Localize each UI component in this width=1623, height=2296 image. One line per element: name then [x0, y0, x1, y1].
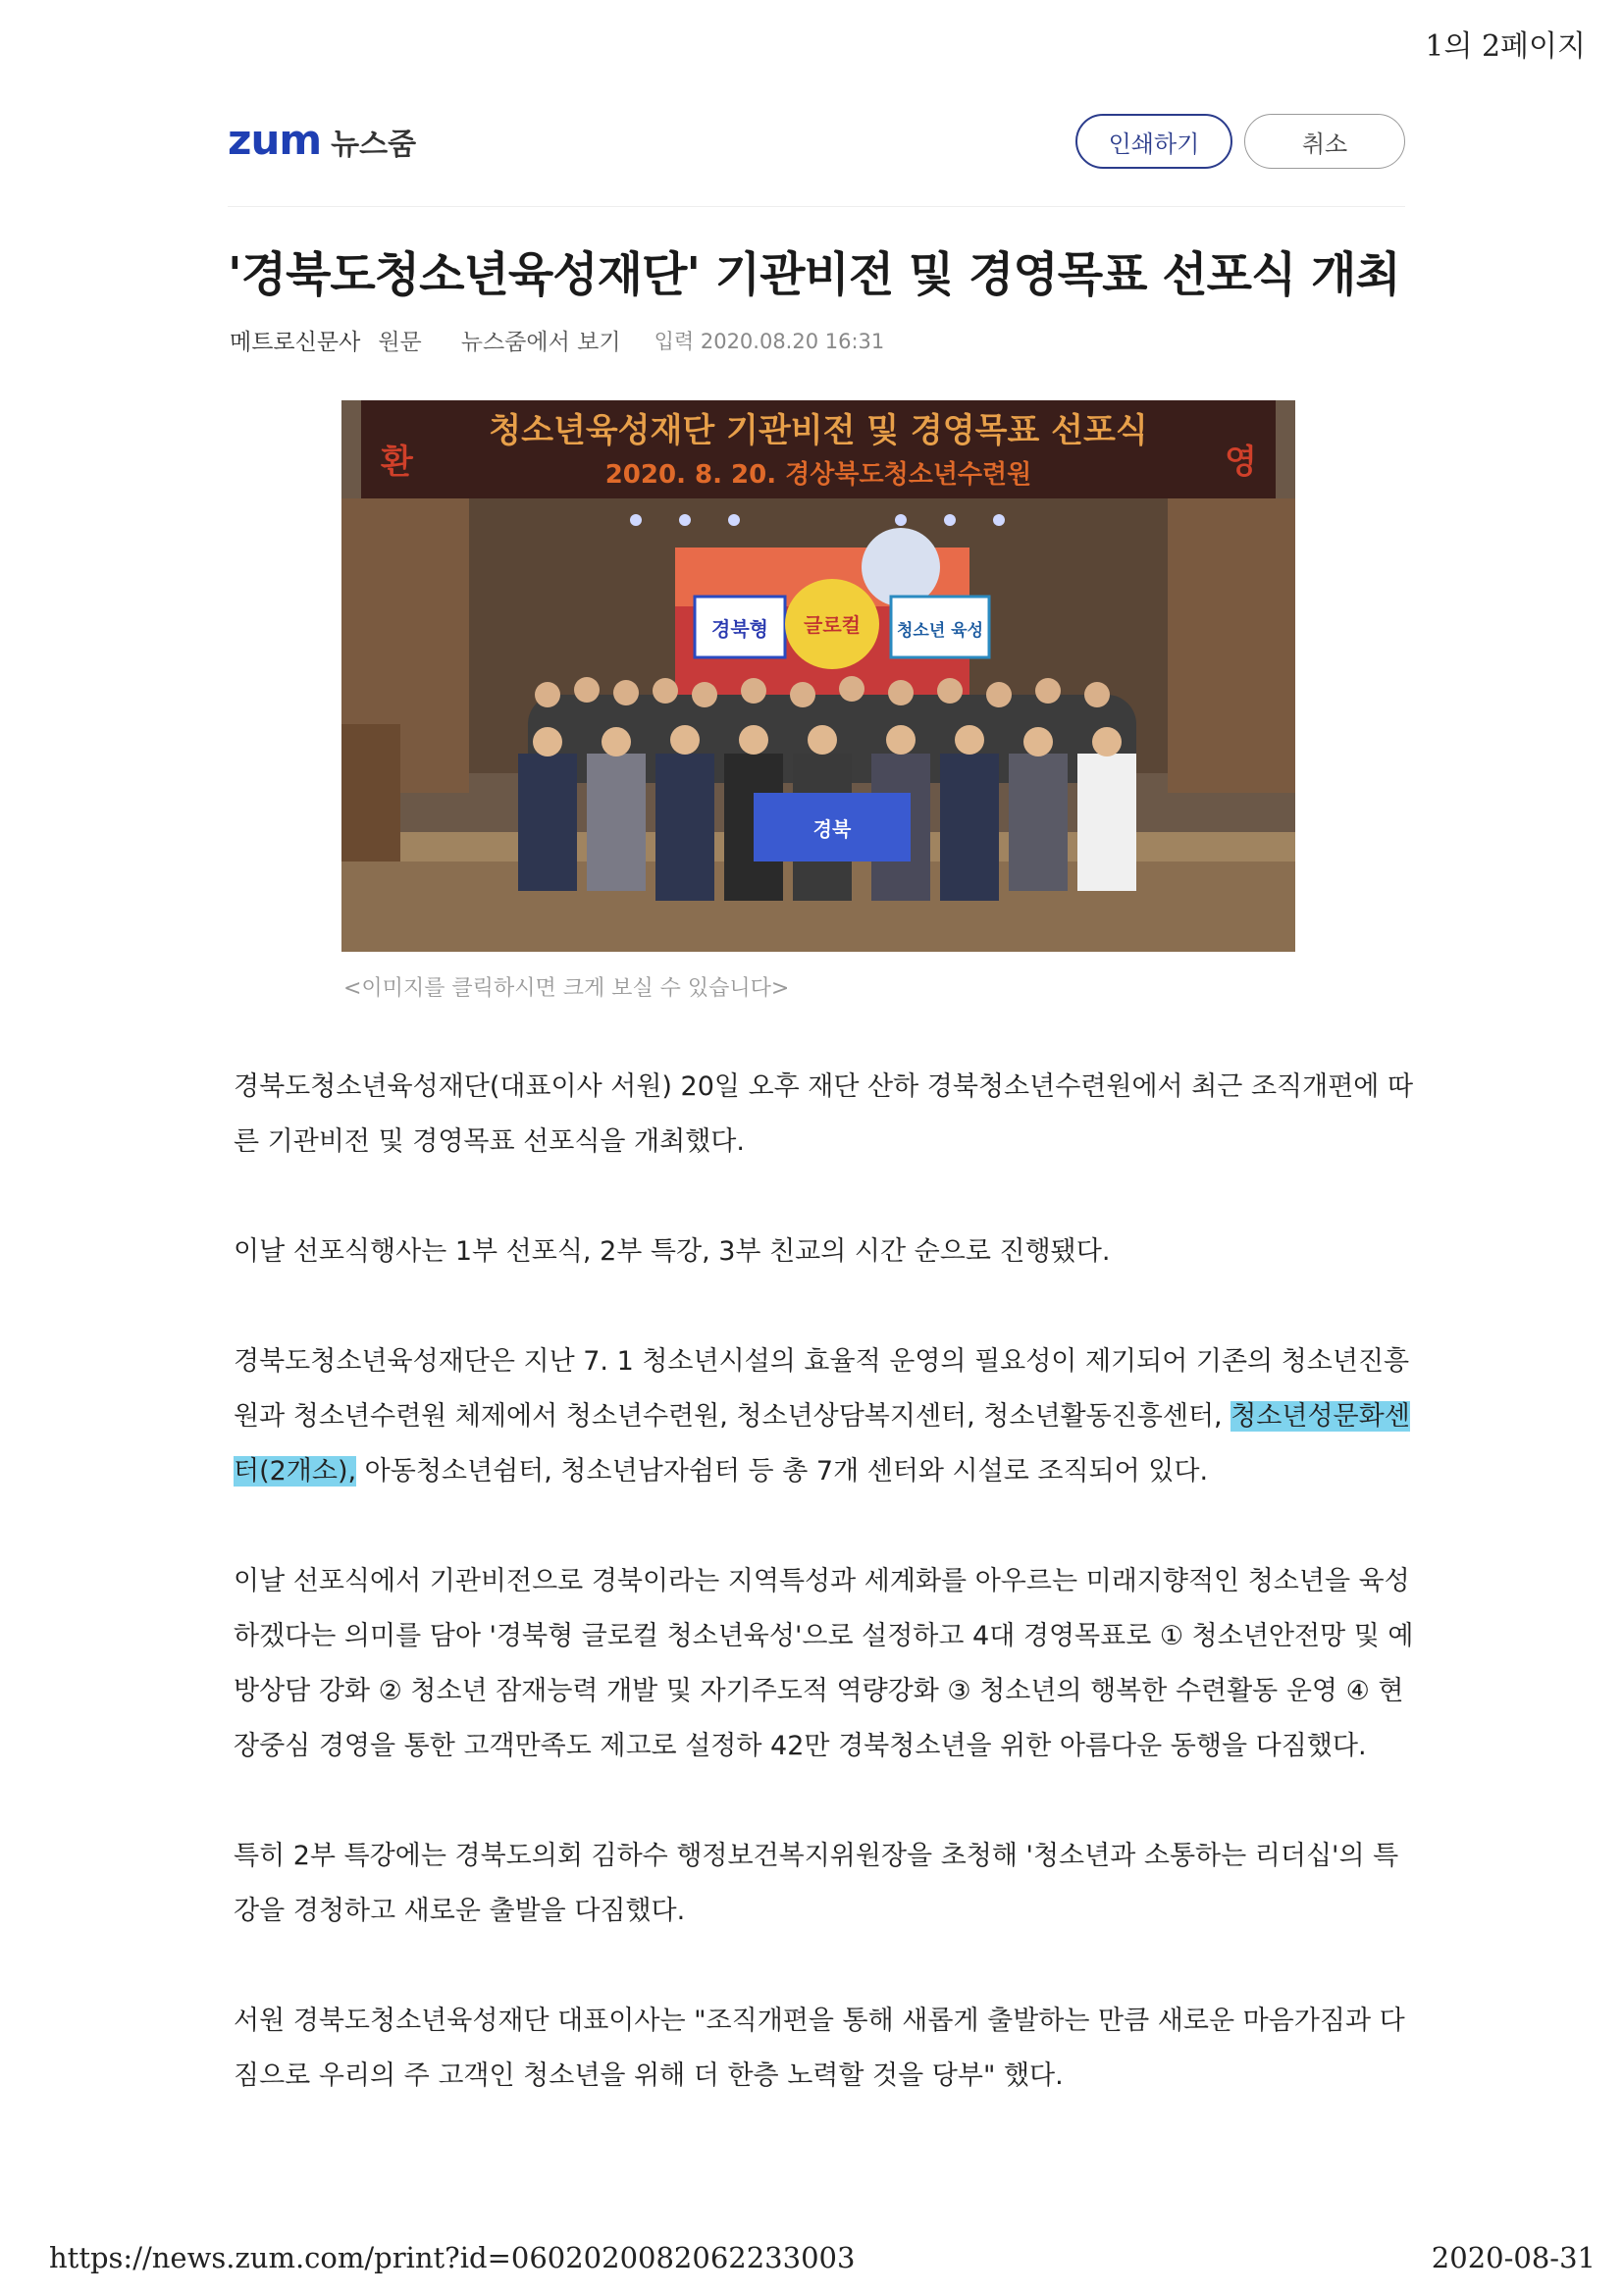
- sign-3: 청소년 육성: [896, 621, 984, 641]
- view-on-zum-link[interactable]: 뉴스줌에서 보기: [460, 330, 621, 355]
- held-banner-text: 경북: [812, 817, 852, 841]
- service-name: 뉴스줌: [331, 128, 417, 162]
- banner-line1: 청소년육성재단 기관비전 및 경영목표 선포식: [489, 411, 1148, 450]
- paragraph-4: 이날 선포식에서 기관비전으로 경북이라는 지역특성과 세계화를 아우르는 미래지향적인 청소년을 육성하겠다는 의미를 담아 '경북형 글로컬 청소년육성'으로 설정하고 4대 경영목표로 ① 청소년안전망 및 예방상담 강화 ② 청소년 잠재능력 개발 및 자기주도적 역량강화 ③ 청소년의 행복한 수련활동 운영 ④ 현장중심 경영을 통한 고객만족도 제고로 설정하 42만 경북청소년을 위한 아름다운 동행을 다짐했다.: [234, 1566, 1414, 1761]
- page-indicator: 1의 2페이지: [1425, 29, 1586, 64]
- photo-illustration: [341, 400, 1295, 952]
- cancel-button[interactable]: 취소: [1244, 114, 1405, 169]
- paragraph-3-before: 경북도청소년육성재단은 지난 7. 1 청소년시설의 효율적 운영의 필요성이 제기되어 기존의 청소년진흥원과 청소년수련원 체제에서 청소년수련원, 청소년상담복지센터, 청소년활동진흥센터,: [234, 1346, 1410, 1432]
- photo-caption: <이미지를 클릭하시면 크게 보실 수 있습니다>: [343, 976, 790, 1001]
- article-title: '경북도청소년육성재단' 기관비전 및 경영목표 선포식 개최: [228, 247, 1400, 302]
- article-body: [234, 1060, 1421, 2159]
- footer-date: 2020-08-31: [1431, 2241, 1596, 2274]
- sign-2: 글로컬: [804, 613, 861, 637]
- banner-line2: 2020. 8. 20. 경상북도청소년수련원: [604, 460, 1032, 490]
- article-meta: [230, 324, 884, 356]
- header-divider: [228, 206, 1405, 207]
- highlighted-text: 청소년성문화센터(2개소),: [234, 1401, 1410, 1487]
- brand-logo[interactable]: [228, 116, 416, 164]
- article-photo[interactable]: [341, 400, 1295, 952]
- print-button[interactable]: 인쇄하기: [1075, 114, 1232, 169]
- paragraph-6: 서원 경북도청소년육성재단 대표이사는 "조직개편을 통해 새롭게 출발하는 만큼 새로운 마음가짐과 다짐으로 우리의 주 고객인 청소년을 위해 더 한층 노력할 것을 당부" 했다.: [234, 2006, 1405, 2091]
- paragraph-2: 이날 선포식행사는 1부 선포식, 2부 특강, 3부 친교의 시간 순으로 진행됐다.: [234, 1236, 1111, 1267]
- banner-right: 영: [1225, 443, 1257, 482]
- original-link[interactable]: 원문: [378, 330, 422, 355]
- article-date: 입력 2020.08.20 16:31: [654, 329, 885, 353]
- paragraph-5: 특히 2부 특강에는 경북도의회 김하수 행정보건복지위원장을 초청해 '청소년과 소통하는 리더십'의 특강을 경청하고 새로운 출발을 다짐했다.: [234, 1841, 1399, 1926]
- article-source: 메트로신문사: [230, 330, 361, 355]
- paragraph-3: [234, 1334, 1421, 1499]
- zum-logo-text: zum: [228, 116, 322, 164]
- banner-left: 환: [381, 443, 413, 482]
- footer-url: https://news.zum.com/print?id=0602020082062233003: [49, 2241, 856, 2274]
- paragraph-1: 경북도청소년육성재단(대표이사 서원) 20일 오후 재단 산하 경북청소년수련원에서 최근 조직개편에 따른 기관비전 및 경영목표 선포식을 개최했다.: [234, 1071, 1414, 1157]
- sign-1: 경북형: [711, 617, 768, 641]
- paragraph-3-after: 아동청소년쉼터, 청소년남자쉼터 등 총 7개 센터와 시설로 조직되어 있다.: [356, 1456, 1209, 1487]
